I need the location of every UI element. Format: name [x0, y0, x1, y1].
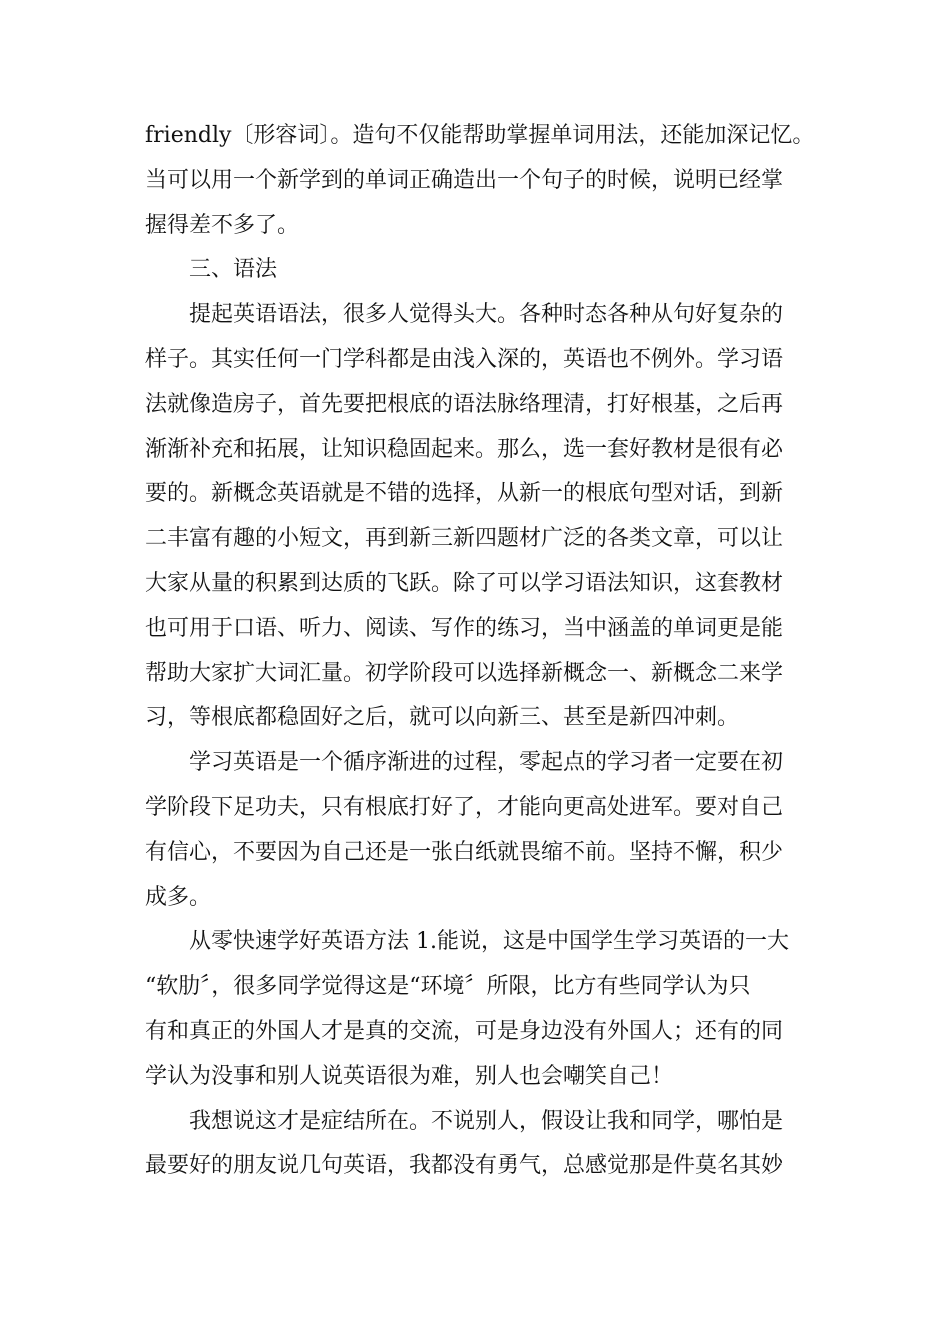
paragraph-line: 握得差不多了。	[145, 212, 300, 238]
paragraph-line: 成多。	[145, 884, 212, 910]
paragraph-line: 法就像造房子，首先要把根底的语法脉络理清，打好根基，之后再	[145, 391, 784, 417]
paragraph-line: 习，等根底都稳固好之后，就可以向新三、甚至是新四冲刺。	[145, 705, 740, 731]
paragraph-line: 二丰富有趣的小短文，再到新三新四题材广泛的各类文章，可以让	[145, 526, 784, 552]
paragraph-line: 提起英语语法，很多人觉得头大。各种时态各种从句好复杂的	[189, 302, 784, 328]
paragraph-line: 渐渐补充和拓展，让知识稳固起来。那么，选一套好教材是很有必	[145, 436, 784, 462]
document-body	[145, 114, 820, 1189]
paragraph-line: 最要好的朋友说几句英语，我都没有勇气，总感觉那是件莫名其妙	[145, 1153, 784, 1179]
paragraph-line: 也可用于口语、听力、阅读、写作的练习，当中涵盖的单词更是能	[145, 615, 784, 641]
paragraph-line: 大家从量的积累到达质的飞跃。除了可以学习语法知识，这套教材	[145, 570, 784, 596]
paragraph-line: 帮助大家扩大词汇量。初学阶段可以选择新概念一、新概念二来学	[145, 660, 784, 686]
paragraph-line: 从零快速学好英语方法 1.能说，这是中国学生学习英语的一大	[189, 929, 789, 955]
paragraph-line: 我想说这才是症结所在。不说别人，假设让我和同学，哪怕是	[189, 1108, 784, 1134]
paragraph-line: “软肋〞，很多同学觉得这是“环境〞所限，比方有些同学认为只	[145, 974, 751, 1000]
paragraph-line: friendly〔形容词〕。造句不仅能帮助掌握单词用法，还能加深记忆。	[145, 123, 815, 148]
paragraph-line: 有和真正的外国人才是真的交流，可是身边没有外国人；还有的同	[145, 1018, 784, 1044]
paragraph-line: 要的。新概念英语就是不错的选择，从新一的根底句型对话，到新	[145, 481, 784, 507]
paragraph-line: 样子。其实任何一门学科都是由浅入深的，英语也不例外。学习语	[145, 346, 784, 372]
paragraph-line: 有信心，不要因为自己还是一张白纸就畏缩不前。坚持不懈，积少	[145, 839, 784, 865]
paragraph-line: 学认为没事和别人说英语很为难，别人也会嘲笑自己！	[145, 1063, 674, 1089]
paragraph-line: 当可以用一个新学到的单词正确造出一个句子的时候，说明已经掌	[145, 167, 784, 193]
paragraph-line: 学阶段下足功夫，只有根底打好了，才能向更高处进军。要对自己	[145, 794, 784, 820]
section-heading: 三、语法	[189, 257, 278, 283]
paragraph-line: 学习英语是一个循序渐进的过程，零起点的学习者一定要在初	[189, 750, 784, 776]
